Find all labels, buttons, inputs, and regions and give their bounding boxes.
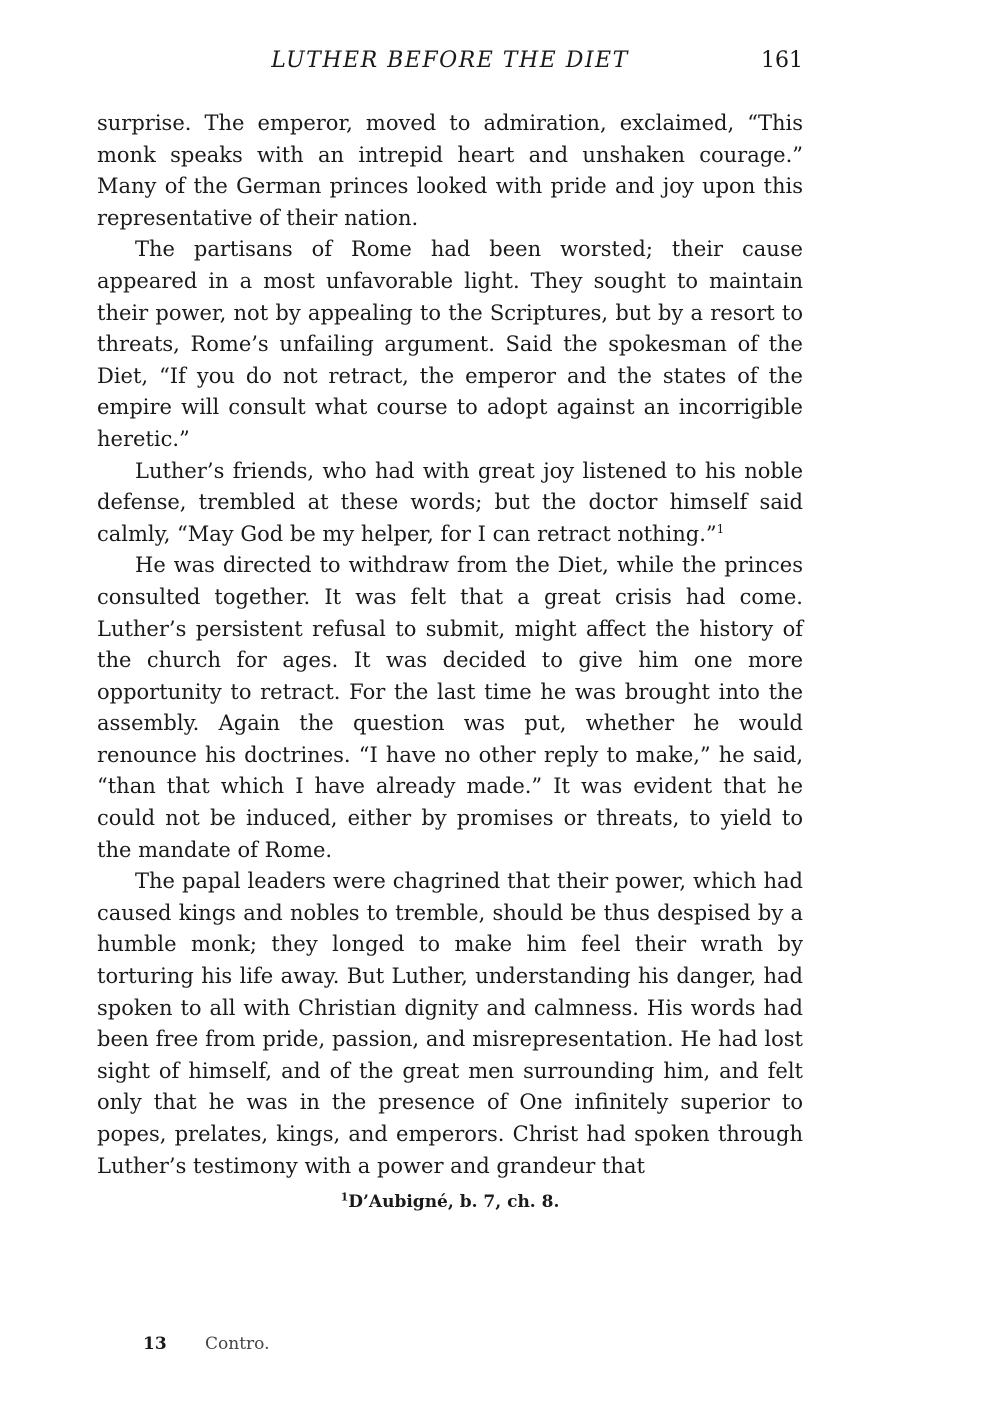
paragraph-5 xyxy=(97,866,803,1182)
printer-signature xyxy=(143,1334,270,1354)
paragraph-4 xyxy=(97,550,803,866)
page-content xyxy=(97,48,803,1212)
footnote-reference: 1 xyxy=(716,521,725,536)
paragraph-1 xyxy=(97,108,803,234)
running-title: LUTHER BEFORE THE DIET xyxy=(271,48,629,73)
signature-number: 13 xyxy=(143,1334,167,1354)
paragraph-2 xyxy=(97,234,803,455)
paragraph-3 xyxy=(97,456,803,551)
page-number: 161 xyxy=(761,48,803,73)
paragraph-2-text: The partisans of Rome had been worsted; their cause appeared in a most unfavorable light. They sought to maintain their power, not by appealing to the Scriptures, but by a resort to threats, Rome’s unfailing argument. Said the spokesman of the Diet, “If you do not retract, the emperor and the states of the empire will consult what course to adopt against an incorrigible heretic.” xyxy=(97,237,803,451)
body-text xyxy=(97,108,803,1182)
paragraph-4-text: He was directed to withdraw from the Diet, while the princes consulted together. It was felt that a great crisis had come. Luther’s persistent refusal to submit, might affect the history of the church for ages. It was decided to give him one more opportunity to retract. For the last time he was brought into the assembly. Again the question was put, whether he would renounce his doctrines. “I have no other reply to make,” he said, “than that which I have already made.” It was evident that he could not be induced, either by promises or threats, to yield to the mandate of Rome. xyxy=(97,553,803,862)
paragraph-1-text: surprise. The emperor, moved to admiration, exclaimed, “This monk speaks with an intrepid heart and unshaken courage.” Many of the German princes looked with pride and joy upon this representative of their nation. xyxy=(97,111,803,230)
footnote xyxy=(97,1192,803,1212)
signature-label: Contro. xyxy=(205,1334,270,1354)
paragraph-3-text: Luther’s friends, who had with great joy listened to his noble defense, trembled at these words; but the doctor himself said calmly, “May God be my helper, for I can retract nothing.” xyxy=(97,458,803,546)
paragraph-5-text: The papal leaders were chagrined that their power, which had caused kings and nobles to tremble, should be thus despised by a humble monk; they longed to make him feel their wrath by torturing his life away. But Luther, understanding his danger, had spoken to all with Christian dignity and calmness. His words had been free from pride, passion, and misrepresentation. He had lost sight of himself, and of the great men surrounding him, and felt only that he was in the presence of One infinitely superior to popes, prelates, kings, and emperors. Christ had spoken through Luther’s testimony with a power and grandeur that xyxy=(97,869,803,1178)
footnote-text: D’Aubigné, b. 7, ch. 8. xyxy=(348,1192,560,1213)
footnote-marker: 1 xyxy=(340,1190,349,1204)
running-head xyxy=(97,48,803,88)
